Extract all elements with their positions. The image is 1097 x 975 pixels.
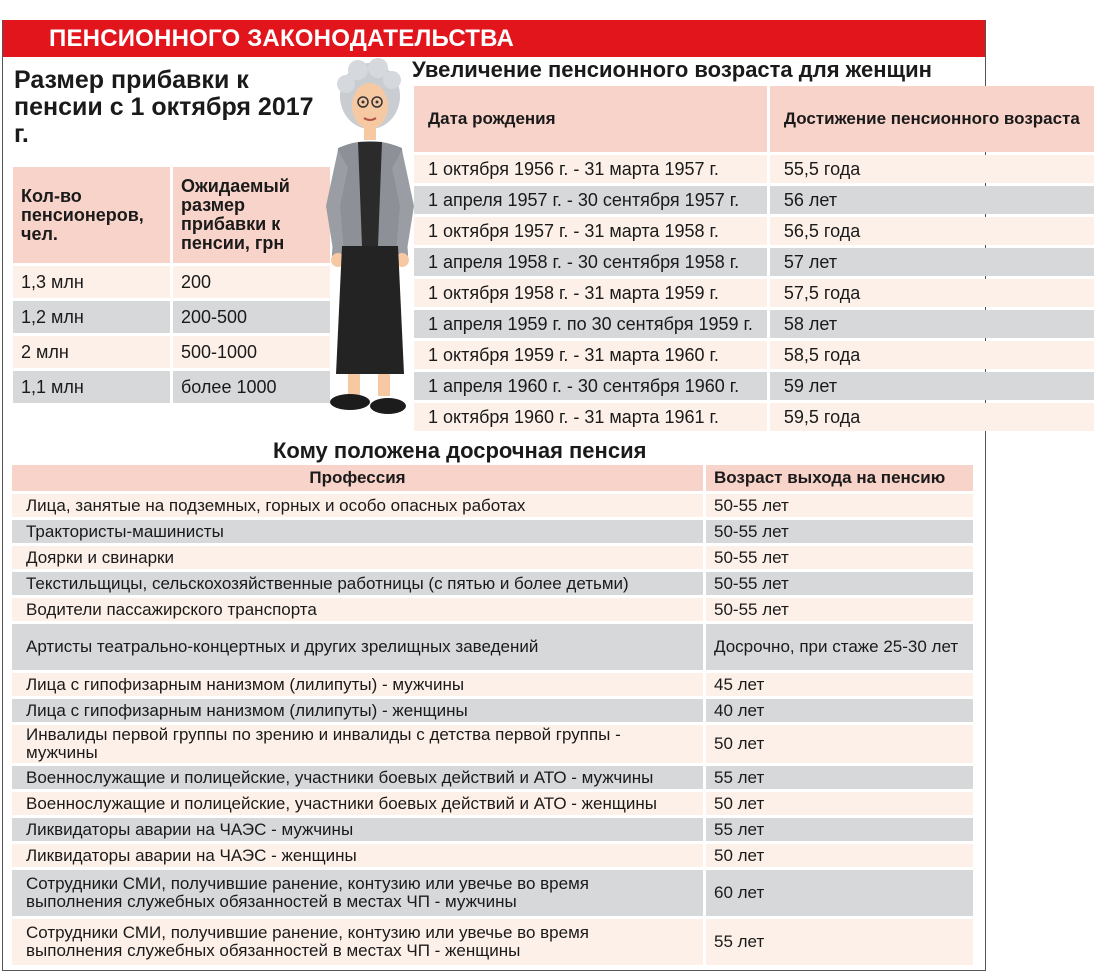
cell-retirement-age: 55 лет	[714, 819, 765, 839]
cell-profession: Сотрудники СМИ, получившие ранение, контузию или увечье во время выполнения служебных обязанностей в местах ЧП - женщины	[26, 923, 589, 960]
table-row	[13, 266, 330, 298]
cell-retirement-age: 50 лет	[714, 845, 765, 865]
cell-retirement-age: 50-55 лет	[714, 495, 789, 515]
table-row	[13, 301, 330, 333]
supplement-table	[10, 164, 333, 406]
table-row	[13, 336, 330, 368]
table-row	[12, 673, 973, 696]
table-row	[12, 919, 973, 965]
early-pension-heading: Кому положена досрочная пенсия	[273, 438, 647, 463]
cell-age: 59,5 года	[783, 406, 861, 427]
header-cell: Достижение пенсионного возраста	[770, 86, 1094, 152]
cell-profession: Лица, занятые на подземных, горных и особо опасных работах	[26, 495, 526, 515]
header-cell: Кол-во пенсионеров, чел.	[13, 167, 170, 263]
cell-profession: Лица с гипофизарным нанизмом (лилипуты) - мужчины	[26, 674, 465, 694]
table-row	[12, 699, 973, 722]
cell-retirement-age: 55 лет	[714, 932, 765, 951]
cell-amount: 200	[181, 271, 212, 292]
table-row	[12, 520, 973, 543]
table-row	[414, 372, 1094, 400]
cell-age: 56,5 года	[783, 220, 861, 241]
cell-retirement-age: 50 лет	[714, 793, 765, 813]
cell-birth-date: 1 апреля 1958 г. - 30 сентября 1958 г.	[428, 251, 740, 272]
table-row	[12, 598, 973, 621]
cell-profession: Военнослужащие и полицейские, участники боевых действий и АТО - мужчины	[26, 767, 654, 787]
cell-age: 55,5 года	[783, 158, 861, 179]
table-row	[12, 818, 973, 841]
early-pension-table	[9, 462, 976, 968]
table-header-row	[414, 86, 1094, 152]
cell-retirement-age: 40 лет	[714, 700, 765, 720]
cell-profession: Ликвидаторы аварии на ЧАЭС - женщины	[26, 845, 357, 865]
header-cell: Дата рождения	[414, 86, 767, 152]
header-cell: Профессия	[12, 465, 703, 491]
cell-retirement-age: 45 лет	[714, 674, 765, 694]
cell-count: 1,2 млн	[21, 306, 84, 327]
table-header-row	[13, 167, 330, 263]
cell-age: 57 лет	[783, 251, 838, 272]
women-heading: Увеличение пенсионного возраста для женщин	[412, 57, 932, 82]
title-banner	[3, 20, 985, 57]
cell-retirement-age: 50-55 лет	[714, 599, 789, 619]
cell-profession: Текстильщицы, сельскохозяйственные работницы (с пятью и более детьми)	[26, 573, 629, 593]
cell-birth-date: 1 апреля 1959 г. по 30 сентября 1959 г.	[428, 313, 753, 334]
table-row	[414, 403, 1094, 431]
cell-birth-date: 1 октября 1959 г. - 31 марта 1960 г.	[428, 344, 719, 365]
table-row	[414, 279, 1094, 307]
table-row	[12, 572, 973, 595]
table-row	[414, 341, 1094, 369]
header-cell: Возраст выхода на пенсию	[706, 465, 973, 491]
cell-profession: Лица с гипофизарным нанизмом (лилипуты) - женщины	[26, 700, 468, 720]
table-row	[414, 248, 1094, 276]
table-row	[414, 155, 1094, 183]
cell-count: 1,3 млн	[21, 271, 84, 292]
table-row	[414, 186, 1094, 214]
cell-retirement-age: 50 лет	[714, 734, 765, 753]
table-row	[12, 725, 973, 763]
table-row	[12, 546, 973, 569]
cell-birth-date: 1 апреля 1957 г. - 30 сентября 1957 г.	[428, 189, 740, 210]
cell-age: 58 лет	[783, 313, 838, 334]
cell-count: 2 млн	[21, 341, 69, 362]
header-cell: Ожидаемый размер прибавки к пенсии, грн	[173, 167, 330, 263]
cell-profession: Артисты театрально-концертных и других зрелищных заведений	[26, 637, 539, 656]
cell-profession: Сотрудники СМИ, получившие ранение, контузию или увечье во время выполнения служебных обязанностей в местах ЧП - мужчины	[26, 874, 589, 911]
cell-amount: 200-500	[181, 306, 248, 327]
cell-profession: Водители пассажирского транспорта	[26, 599, 317, 619]
cell-profession: Трактористы-машинисты	[26, 521, 224, 541]
cell-profession: Ликвидаторы аварии на ЧАЭС - мужчины	[26, 819, 354, 839]
table-row	[13, 371, 330, 403]
cell-age: 56 лет	[783, 189, 838, 210]
cell-birth-date: 1 октября 1956 г. - 31 марта 1957 г.	[428, 158, 719, 179]
supplement-heading: Размер прибавки к пенсии с 1 октября 2017 г.	[14, 66, 314, 148]
cell-birth-date: 1 октября 1960 г. - 31 марта 1961 г.	[428, 406, 719, 427]
table-row	[12, 494, 973, 517]
cell-retirement-age: Досрочно, при стаже 25-30 лет	[714, 637, 959, 656]
elderly-woman-illustration	[318, 56, 420, 432]
cell-amount: 500-1000	[181, 341, 258, 362]
cell-retirement-age: 50-55 лет	[714, 521, 789, 541]
table-row	[12, 792, 973, 815]
cell-age: 58,5 года	[783, 344, 861, 365]
cell-birth-date: 1 октября 1958 г. - 31 марта 1959 г.	[428, 282, 719, 303]
table-row	[12, 766, 973, 789]
table-row	[414, 217, 1094, 245]
cell-profession: Военнослужащие и полицейские, участники боевых действий и АТО - женщины	[26, 793, 657, 813]
table-row	[12, 624, 973, 670]
cell-profession: Доярки и свинарки	[26, 547, 174, 567]
cell-retirement-age: 50-55 лет	[714, 547, 789, 567]
women-table	[411, 83, 1097, 434]
cell-birth-date: 1 апреля 1960 г. - 30 сентября 1960 г.	[428, 375, 740, 396]
cell-retirement-age: 50-55 лет	[714, 573, 789, 593]
cell-retirement-age: 55 лет	[714, 767, 765, 787]
cell-retirement-age: 60 лет	[714, 883, 765, 902]
table-header-row	[12, 465, 973, 491]
cell-birth-date: 1 октября 1957 г. - 31 марта 1958 г.	[428, 220, 719, 241]
cell-profession: Инвалиды первой группы по зрению и инвалиды с детства первой группы - мужчины	[26, 725, 621, 762]
table-row	[12, 844, 973, 867]
cell-count: 1,1 млн	[21, 376, 84, 397]
banner-title: ПЕНСИОННОГО ЗАКОНОДАТЕЛЬСТВА	[49, 25, 515, 52]
cell-age: 59 лет	[783, 375, 838, 396]
cell-age: 57,5 года	[783, 282, 861, 303]
table-row	[12, 870, 973, 916]
cell-amount: более 1000	[181, 376, 277, 397]
table-row	[414, 310, 1094, 338]
